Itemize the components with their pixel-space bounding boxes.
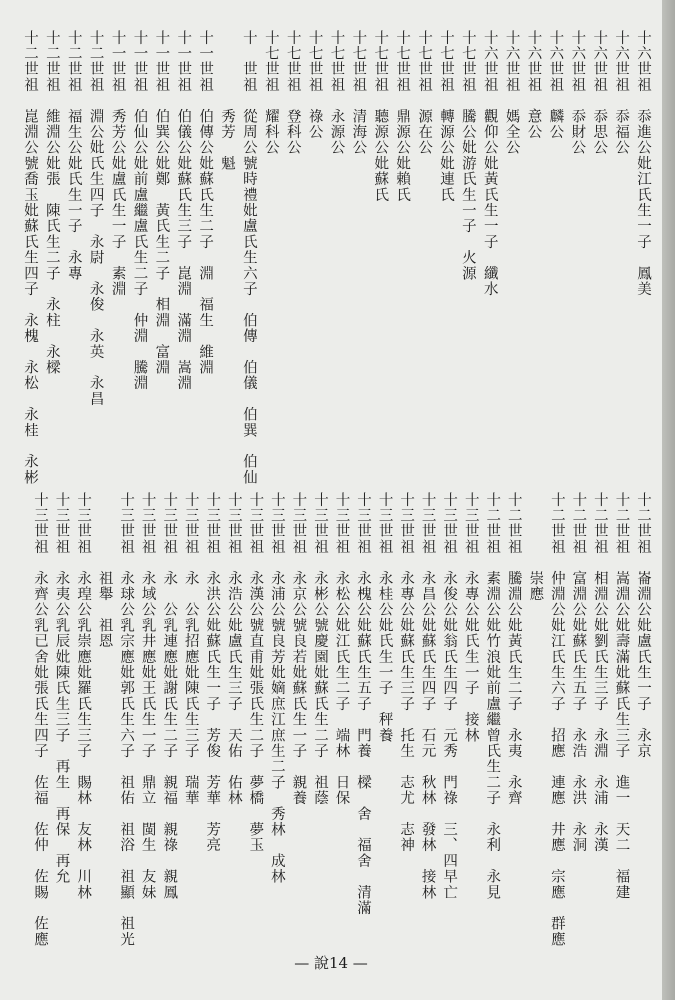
text-column: 十七世祖 祿公 (306, 30, 323, 140)
text-column: 十三世祖 永桂公妣氏生一子 秤養 (376, 492, 393, 744)
text-column: 十一世祖 伯巽公妣鄭 黃氏生二子 相淵 富淵 (153, 30, 170, 376)
text-column: 十六世祖 觀仰公妣黃氏生一子 纖水 (481, 30, 498, 297)
text-column: 秀芳 魁 (219, 30, 236, 172)
text-column: 十 世祖 從周公號時禮妣盧氏生六子 伯傳 伯儀 伯巽 伯仙 (240, 30, 257, 486)
text-column: 十七世祖 永源公 (328, 30, 345, 156)
text-column: 十三世祖 永 公乳招應妣陳氏生三子 瑞華 (182, 492, 199, 806)
text-column: 十三世祖 永浦公號良芳妣嫡庶江庶生二子 秀林 成林 (268, 492, 285, 885)
text-column: 十六世祖 麟公 (547, 30, 564, 140)
text-column: 十七世祖 耀科公 (262, 30, 279, 156)
text-column: 十一世祖 伯傳公妣蘇氏生二子 淵 福生 維淵 (197, 30, 214, 376)
text-column: 十七世祖 聽源公妣蘇氏 (372, 30, 389, 203)
text-column: 十二世祖 富淵公妣蘇氏生五子 永浩 永洪 永洞 (570, 492, 587, 854)
text-column: 十七世祖 登科公 (284, 30, 301, 156)
text-column: 十二世祖 福生公妣氏生一子 永專 (65, 30, 82, 282)
text-column: 十三世祖 永洪公妣蘇氏生一子 芳俊 芳華 芳亮 (204, 492, 221, 854)
text-column: 十二世祖 相淵公妣劉氏生三子 永淵 永浦 永漢 (591, 492, 608, 854)
text-column: 十二世祖 嵩淵公妣壽滿妣蘇氏生三子 進一 天二 福建 (613, 492, 630, 901)
text-column: 十一世祖 伯仙公妣前盧繼盧氏生二子 仲淵 騰淵 (131, 30, 148, 392)
text-column: 十一世祖 伯儀公妣蘇氏生三子 崑淵 滿淵 嵩淵 (175, 30, 192, 392)
text-column: 十二世祖 騰淵公妣黃氏生二子 永夷 永齊 (505, 492, 522, 806)
text-column: 十二世祖 淵公妣氏生四子 永尉 永俊 永英 永昌 (87, 30, 104, 407)
text-column: 十三世祖 永俊公妣翁氏生四子 元秀 門祿 三、四早亡 (441, 492, 458, 901)
text-column: 十三世祖 永專公妣蘇氏生三子 托生 志尤 志神 (398, 492, 415, 854)
text-column: 崇應 (527, 492, 544, 602)
text-column: 十三世祖 永齊公乳已舍妣張氏生四子 佐福 佐仲 佐賜 佐應 (32, 492, 48, 948)
text-column: 十三世祖 永 公乳連應妣謝氏生二子 親福 親祿 親鳳 (161, 492, 178, 901)
text-column: 十七世祖 源在公 (416, 30, 433, 156)
text-column: 十三世祖 永夷公乳辰妣陳氏生三子 再生 再保 再允 (53, 492, 70, 885)
text-column: 十六世祖 忝財公 (569, 30, 586, 156)
page-number: — 說14 — (294, 954, 368, 972)
text-column: 十六世祖 忝進公妣江氏生一子 鳳美 (635, 30, 651, 297)
text-column: 十三世祖 永漢公號直甫妣張氏生二子 夢橋 夢玉 (247, 492, 264, 854)
text-column: 十二世祖 素淵公妣竹浪妣前盧繼曾氏生二子 永利 永見 (484, 492, 501, 901)
text-column: 十三世祖 永彬公號慶園妣蘇氏生二子 祖蔭 (311, 492, 328, 806)
text-column: 十三世祖 永球公乳宗應妣郭氏生六子 祖佑 祖浴 祖顯 祖光 (118, 492, 135, 948)
text-column: 十三世祖 永槐公妣蘇氏生五子 門養 樑 舍 福舍 清滿 (355, 492, 372, 916)
text-column: 祖舉 祖恩 (96, 492, 113, 649)
text-column: 十三世祖 永專公妣氏生一子 接林 (462, 492, 479, 744)
page-edge (662, 0, 675, 1000)
text-column: 十二世祖 維淵公妣張 陳氏生二子 永柱 永樑 (43, 30, 60, 376)
text-column: 十六世祖 忝福公 (613, 30, 630, 156)
text-column: 十二世祖 崑淵公號喬玉妣蘇氏生四子 永槐 永松 永桂 永彬 (22, 30, 38, 486)
text-column: 十三世祖 永浩公妣盧氏生三子 天佑 佑林 (225, 492, 242, 806)
text-column: 十七世祖 鼎源公妣賴氏 (394, 30, 411, 203)
text-column: 十三世祖 永京公號良若妣蘇氏生一子 親養 (290, 492, 307, 806)
text-column: 十七世祖 騰公妣游氏生一子 火源 (459, 30, 476, 282)
text-column: 十七世祖 轉源公妣連氏 (437, 30, 454, 203)
text-column: 十三世祖 永瑝公乳崇應妣羅氏生三子 賜林 友林 川林 (75, 492, 92, 901)
text-column: 十三世祖 永松公妣江氏生二子 端林 日保 (333, 492, 350, 806)
text-column: 十二世祖 仲淵公妣江氏生六子 招應 連應 井應 宗應 群應 (548, 492, 565, 948)
text-column: 十六世祖 意公 (525, 30, 542, 140)
text-column: 十七世祖 清海公 (350, 30, 367, 156)
text-column: 十二世祖 崙淵公妣盧氏生一子 永京 (635, 492, 651, 759)
text-column: 十一世祖 秀芳公妣盧氏生一子 素淵 (109, 30, 126, 297)
text-column: 十六世祖 媽全公 (503, 30, 520, 156)
text-column: 十三世祖 永昌公妣蘇氏生四子 石元 秋林 發林 接林 (419, 492, 436, 901)
text-column: 十三世祖 永域公乳井應妣王氏生一子 鼎立 閩生 友妹 (139, 492, 156, 901)
text-column: 十六世祖 忝思公 (591, 30, 608, 156)
